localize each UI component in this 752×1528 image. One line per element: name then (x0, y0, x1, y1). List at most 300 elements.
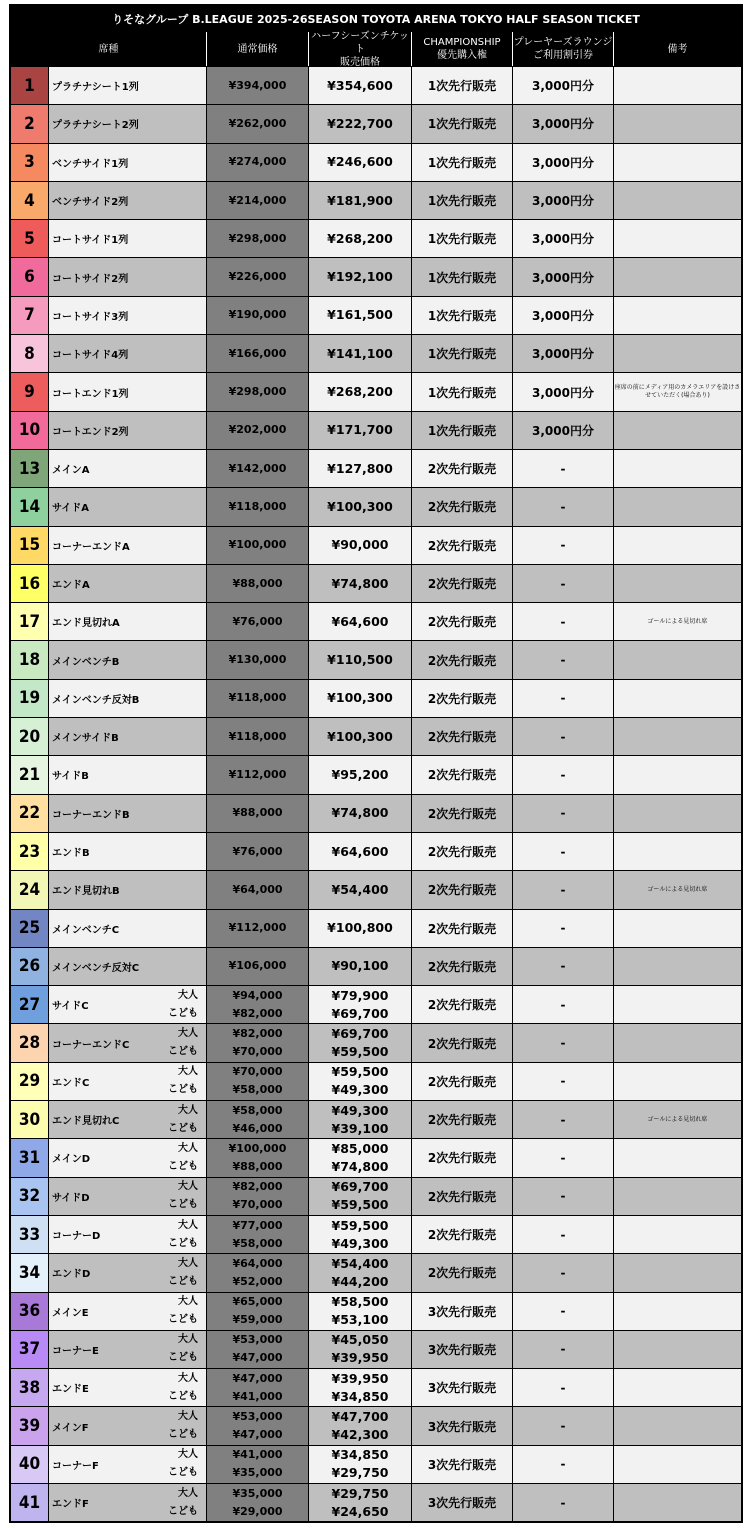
regular-price-value: ¥262,000 (228, 116, 287, 130)
seat-name (48, 1178, 206, 1215)
lounge-discount: - (512, 527, 613, 564)
regular-price-value: ¥166,000 (228, 346, 287, 360)
seat-name (48, 258, 206, 295)
table-row (11, 640, 741, 678)
half-season-price (308, 258, 411, 295)
half-price-child: ¥49,300 (331, 1235, 389, 1251)
child-label: こども (168, 1314, 198, 1326)
header-note: 備考 (613, 32, 741, 66)
table-row (11, 181, 741, 219)
adult-label: 大人 (178, 1104, 198, 1116)
lounge-discount: - (512, 871, 613, 908)
championship-priority: 2次先行販売 (411, 756, 512, 793)
lounge-discount: 3,000円分 (512, 67, 613, 104)
seat-name-text: メインD (52, 1154, 91, 1166)
regular-price-value: ¥77,000 (232, 1218, 283, 1232)
half-season-price (308, 986, 411, 1023)
regular-price (206, 1369, 308, 1406)
half-season-price (308, 1178, 411, 1215)
regular-price (206, 450, 308, 487)
seat-name-text: コートエンド2列 (52, 426, 129, 438)
regular-price-value: ¥112,000 (228, 767, 287, 781)
half-price-value: ¥45,050 (331, 1332, 389, 1348)
half-season-price (308, 1139, 411, 1176)
regular-price-value: ¥394,000 (228, 78, 287, 92)
regular-price-child: ¥58,000 (232, 1236, 283, 1250)
seat-number-badge: 26 (11, 948, 48, 985)
seat-name (48, 412, 206, 449)
regular-price (206, 67, 308, 104)
seat-name-text: コーナーエンドB (52, 809, 130, 821)
seat-name-text: メインE (52, 1307, 89, 1319)
seat-number-badge: 38 (11, 1369, 48, 1406)
half-price-value: ¥54,400 (331, 881, 389, 897)
seat-name-text: コートサイド4列 (52, 350, 129, 362)
lounge-discount: - (512, 1216, 613, 1253)
table-row (11, 104, 741, 142)
seat-name-text: コーナーF (52, 1460, 99, 1472)
age-labels (168, 1446, 198, 1483)
half-price-child: ¥59,500 (331, 1197, 389, 1213)
regular-price (206, 1139, 308, 1176)
half-season-price (308, 1407, 411, 1444)
regular-price-value: ¥118,000 (228, 499, 287, 513)
half-season-price (308, 680, 411, 717)
seat-name (48, 833, 206, 870)
seat-name-text: メインベンチ反対B (52, 694, 140, 706)
seat-number-badge: 17 (11, 603, 48, 640)
lounge-discount: - (512, 910, 613, 947)
half-price-value: ¥58,500 (331, 1294, 389, 1310)
age-labels (168, 1369, 198, 1406)
note (613, 833, 741, 870)
note (613, 412, 741, 449)
seat-number-badge: 6 (11, 258, 48, 295)
championship-priority: 2次先行販売 (411, 565, 512, 602)
note (613, 718, 741, 755)
half-season-price (308, 1369, 411, 1406)
regular-price (206, 335, 308, 372)
half-season-price (308, 67, 411, 104)
table-row (11, 564, 741, 602)
regular-price-child: ¥52,000 (232, 1274, 283, 1288)
note (613, 67, 741, 104)
age-labels (168, 1254, 198, 1291)
adult-label: 大人 (178, 1487, 198, 1499)
half-price-value: ¥354,600 (327, 77, 393, 93)
seat-name-text: コーナーエンドA (52, 541, 130, 553)
lounge-discount: - (512, 986, 613, 1023)
seat-name-text: コーナーE (52, 1345, 99, 1357)
adult-label: 大人 (178, 1296, 198, 1308)
championship-priority: 2次先行販売 (411, 718, 512, 755)
half-season-price (308, 1216, 411, 1253)
seat-name-text: コートエンド1列 (52, 388, 129, 400)
age-labels (168, 1293, 198, 1330)
half-price-child: ¥44,200 (331, 1273, 389, 1289)
half-season-price (308, 1293, 411, 1330)
seat-name-text: プラチナシート1列 (52, 82, 139, 94)
regular-price-value: ¥64,000 (232, 882, 283, 896)
half-season-price (308, 335, 411, 372)
lounge-discount: - (512, 1369, 613, 1406)
table-row (11, 219, 741, 257)
seat-name (48, 1331, 206, 1368)
regular-price-child: ¥47,000 (232, 1428, 283, 1442)
note (613, 1063, 741, 1100)
half-season-price (308, 1024, 411, 1061)
regular-price-child: ¥70,000 (232, 1198, 283, 1212)
table-row (11, 985, 741, 1023)
note (613, 1407, 741, 1444)
adult-label: 大人 (178, 1449, 198, 1461)
header-lounge-line2: ご利用割引券 (533, 50, 593, 61)
half-price-value: ¥110,500 (327, 652, 393, 668)
seat-name (48, 910, 206, 947)
lounge-discount: - (512, 1101, 613, 1138)
table-row (11, 832, 741, 870)
regular-price-value: ¥298,000 (228, 385, 287, 399)
seat-name (48, 565, 206, 602)
note (613, 335, 741, 372)
table-row (11, 1062, 741, 1100)
seat-name (48, 1293, 206, 1330)
half-price-child: ¥34,850 (331, 1388, 389, 1404)
header-champ-line1: CHAMPIONSHIP (423, 37, 501, 48)
seat-number-badge: 9 (11, 373, 48, 410)
regular-price-value: ¥106,000 (228, 959, 287, 973)
seat-name-text: メインA (52, 465, 90, 477)
regular-price-value: ¥100,000 (228, 1141, 287, 1155)
seat-number-badge: 15 (11, 527, 48, 564)
championship-priority: 2次先行販売 (411, 1101, 512, 1138)
championship-priority: 1次先行販売 (411, 220, 512, 257)
regular-price (206, 871, 308, 908)
championship-priority: 1次先行販売 (411, 67, 512, 104)
seat-name (48, 1063, 206, 1100)
adult-label: 大人 (178, 1219, 198, 1231)
regular-price (206, 297, 308, 334)
adult-label: 大人 (178, 1411, 198, 1423)
lounge-discount: - (512, 1446, 613, 1483)
note (613, 220, 741, 257)
seat-name (48, 1407, 206, 1444)
age-labels (168, 1178, 198, 1215)
seat-number-badge: 16 (11, 565, 48, 602)
championship-priority: 2次先行販売 (411, 603, 512, 640)
regular-price (206, 1293, 308, 1330)
table-row (11, 1215, 741, 1253)
regular-price-value: ¥274,000 (228, 155, 287, 169)
regular-price-child: ¥59,000 (232, 1313, 283, 1327)
child-label: こども (168, 1007, 198, 1019)
regular-price (206, 986, 308, 1023)
note (613, 680, 741, 717)
note (613, 795, 741, 832)
seat-name-text: ベンチサイド2列 (52, 197, 129, 209)
note (613, 488, 741, 525)
header-half (308, 32, 411, 66)
table-row (11, 257, 741, 295)
half-season-price (308, 105, 411, 142)
seat-name-text: メインベンチ反対C (52, 962, 140, 974)
championship-priority: 2次先行販売 (411, 527, 512, 564)
half-price-value: ¥246,600 (327, 154, 393, 170)
seat-name (48, 144, 206, 181)
table-row (11, 755, 741, 793)
half-price-child: ¥74,800 (331, 1158, 389, 1174)
seat-number-badge: 18 (11, 641, 48, 678)
regular-price (206, 833, 308, 870)
championship-priority: 2次先行販売 (411, 1216, 512, 1253)
note (613, 641, 741, 678)
regular-price (206, 680, 308, 717)
lounge-discount: - (512, 641, 613, 678)
championship-priority: 3次先行販売 (411, 1293, 512, 1330)
half-season-price (308, 488, 411, 525)
seat-name-text: メインF (52, 1422, 89, 1434)
half-price-value: ¥90,000 (331, 537, 389, 553)
regular-price-value: ¥190,000 (228, 308, 287, 322)
child-label: こども (168, 1160, 198, 1172)
championship-priority: 3次先行販売 (411, 1446, 512, 1483)
regular-price-value: ¥214,000 (228, 193, 287, 207)
seat-name-text: エンドD (52, 1269, 91, 1281)
lounge-discount: 3,000円分 (512, 373, 613, 410)
seat-number-badge: 14 (11, 488, 48, 525)
seat-number-badge: 32 (11, 1178, 48, 1215)
half-price-value: ¥100,300 (327, 690, 393, 706)
age-labels (168, 1216, 198, 1253)
note (613, 105, 741, 142)
table-row (11, 909, 741, 947)
regular-price (206, 718, 308, 755)
championship-priority: 1次先行販売 (411, 144, 512, 181)
championship-priority: 2次先行販売 (411, 1024, 512, 1061)
note (613, 1293, 741, 1330)
half-season-price (308, 527, 411, 564)
table-row (11, 717, 741, 755)
regular-price-value: ¥298,000 (228, 231, 287, 245)
half-price-child: ¥59,500 (331, 1044, 389, 1060)
half-season-price (308, 718, 411, 755)
lounge-discount: - (512, 948, 613, 985)
lounge-discount: - (512, 718, 613, 755)
note (613, 910, 741, 947)
age-labels (168, 1101, 198, 1138)
regular-price (206, 1446, 308, 1483)
seat-name (48, 1101, 206, 1138)
seat-name-text: エンド見切れB (52, 886, 120, 898)
adult-label: 大人 (178, 1372, 198, 1384)
table-row (11, 1330, 741, 1368)
note (613, 1484, 741, 1521)
half-price-child: ¥42,300 (331, 1427, 389, 1443)
seat-name (48, 756, 206, 793)
header-row (11, 32, 741, 66)
regular-price-value: ¥41,000 (232, 1448, 283, 1462)
half-price-value: ¥127,800 (327, 460, 393, 476)
lounge-discount: - (512, 1484, 613, 1521)
header-seat: 席種 (98, 43, 119, 55)
child-label: こども (168, 1275, 198, 1287)
child-label: こども (168, 1122, 198, 1134)
lounge-discount: - (512, 1063, 613, 1100)
championship-priority: 2次先行販売 (411, 450, 512, 487)
championship-priority: 2次先行販売 (411, 910, 512, 947)
seat-name (48, 871, 206, 908)
half-price-value: ¥222,700 (327, 115, 393, 131)
age-labels (168, 986, 198, 1023)
regular-price (206, 1484, 308, 1521)
seat-name-text: メインベンチC (52, 924, 120, 936)
half-price-value: ¥192,100 (327, 269, 393, 285)
half-price-child: ¥29,750 (331, 1465, 389, 1481)
note: ゴールによる見切れ席 (613, 1101, 741, 1138)
championship-priority: 1次先行販売 (411, 412, 512, 449)
regular-price (206, 1178, 308, 1215)
seat-name (48, 450, 206, 487)
ticket-price-table (9, 4, 743, 1523)
seat-name-text: サイドD (52, 1192, 90, 1204)
half-season-price (308, 833, 411, 870)
regular-price-child: ¥35,000 (232, 1466, 283, 1480)
table-row (11, 1445, 741, 1483)
half-price-child: ¥53,100 (331, 1312, 389, 1328)
regular-price-child: ¥70,000 (232, 1045, 283, 1059)
half-season-price (308, 220, 411, 257)
half-price-value: ¥39,950 (331, 1370, 389, 1386)
note (613, 565, 741, 602)
lounge-discount: - (512, 1254, 613, 1291)
note: ゴールによる見切れ席 (613, 871, 741, 908)
note (613, 297, 741, 334)
table-row (11, 449, 741, 487)
note (613, 450, 741, 487)
seat-number-badge: 28 (11, 1024, 48, 1061)
age-labels (168, 1024, 198, 1061)
header-champ (411, 32, 512, 66)
regular-price (206, 1024, 308, 1061)
half-season-price (308, 871, 411, 908)
seat-name-text: コーナーD (52, 1231, 101, 1243)
seat-name (48, 220, 206, 257)
half-price-value: ¥47,700 (331, 1409, 389, 1425)
lounge-discount: - (512, 1139, 613, 1176)
seat-name (48, 1446, 206, 1483)
lounge-discount: - (512, 756, 613, 793)
adult-label: 大人 (178, 1028, 198, 1040)
half-price-value: ¥141,100 (327, 345, 393, 361)
regular-price (206, 910, 308, 947)
regular-price (206, 603, 308, 640)
adult-label: 大人 (178, 1257, 198, 1269)
seat-name (48, 105, 206, 142)
half-price-value: ¥95,200 (331, 766, 389, 782)
championship-priority: 2次先行販売 (411, 871, 512, 908)
note (613, 1446, 741, 1483)
regular-price (206, 373, 308, 410)
regular-price (206, 641, 308, 678)
age-labels (168, 1484, 198, 1521)
seat-number-badge: 22 (11, 795, 48, 832)
seat-number-badge: 19 (11, 680, 48, 717)
regular-price-value: ¥76,000 (232, 844, 283, 858)
half-price-value: ¥171,700 (327, 422, 393, 438)
championship-priority: 3次先行販売 (411, 1484, 512, 1521)
seat-name-text: サイドC (52, 1001, 89, 1013)
championship-priority: 2次先行販売 (411, 833, 512, 870)
seat-name-text: エンドA (52, 580, 90, 591)
lounge-discount: - (512, 1331, 613, 1368)
seat-number-badge: 39 (11, 1407, 48, 1444)
age-labels (168, 1331, 198, 1368)
seat-name (48, 373, 206, 410)
regular-price-value: ¥142,000 (228, 461, 287, 475)
championship-priority: 2次先行販売 (411, 1063, 512, 1100)
header-lounge (512, 32, 613, 66)
half-price-child: ¥39,950 (331, 1350, 389, 1366)
lounge-discount: - (512, 488, 613, 525)
championship-priority: 2次先行販売 (411, 488, 512, 525)
seat-name (48, 182, 206, 219)
header-half-line2: 販売価格 (340, 56, 380, 68)
seat-name-text: エンドF (52, 1499, 89, 1511)
lounge-discount: 3,000円分 (512, 258, 613, 295)
lounge-discount: - (512, 603, 613, 640)
regular-price-value: ¥88,000 (232, 576, 283, 590)
seat-name (48, 641, 206, 678)
child-label: こども (168, 1429, 198, 1441)
seat-name-text: エンドC (52, 1077, 90, 1089)
regular-price-child: ¥82,000 (232, 1006, 283, 1020)
half-season-price (308, 756, 411, 793)
regular-price (206, 1101, 308, 1138)
championship-priority: 3次先行販売 (411, 1407, 512, 1444)
table-row (11, 372, 741, 410)
regular-price-value: ¥130,000 (228, 653, 287, 667)
lounge-discount: 3,000円分 (512, 297, 613, 334)
seat-number-badge: 8 (11, 335, 48, 372)
seat-number-badge: 13 (11, 450, 48, 487)
header-half-line1: ハーフシーズンチケット (311, 30, 409, 55)
regular-price (206, 1331, 308, 1368)
seat-number-badge: 30 (11, 1101, 48, 1138)
seat-name-text: プラチナシート2列 (52, 120, 139, 132)
table-row (11, 1023, 741, 1061)
championship-priority: 2次先行販売 (411, 641, 512, 678)
header-lounge-line1: プレーヤーズラウンジ (513, 37, 613, 48)
table-row (11, 1177, 741, 1215)
regular-price-child: ¥41,000 (232, 1389, 283, 1403)
regular-price (206, 1254, 308, 1291)
half-price-value: ¥100,300 (327, 728, 393, 744)
regular-price (206, 527, 308, 564)
header-champ-line2: 優先購入権 (437, 50, 487, 61)
seat-number-badge: 2 (11, 105, 48, 142)
seat-name-text: コートサイド2列 (52, 273, 129, 285)
regular-price-value: ¥82,000 (232, 1027, 283, 1041)
seat-name (48, 795, 206, 832)
regular-price-value: ¥118,000 (228, 691, 287, 705)
regular-price-value: ¥100,000 (228, 538, 287, 552)
half-price-child: ¥39,100 (331, 1120, 389, 1136)
seat-number-badge: 31 (11, 1139, 48, 1176)
seat-number-badge: 33 (11, 1216, 48, 1253)
age-labels (168, 1063, 198, 1100)
regular-price (206, 412, 308, 449)
lounge-discount: - (512, 1178, 613, 1215)
